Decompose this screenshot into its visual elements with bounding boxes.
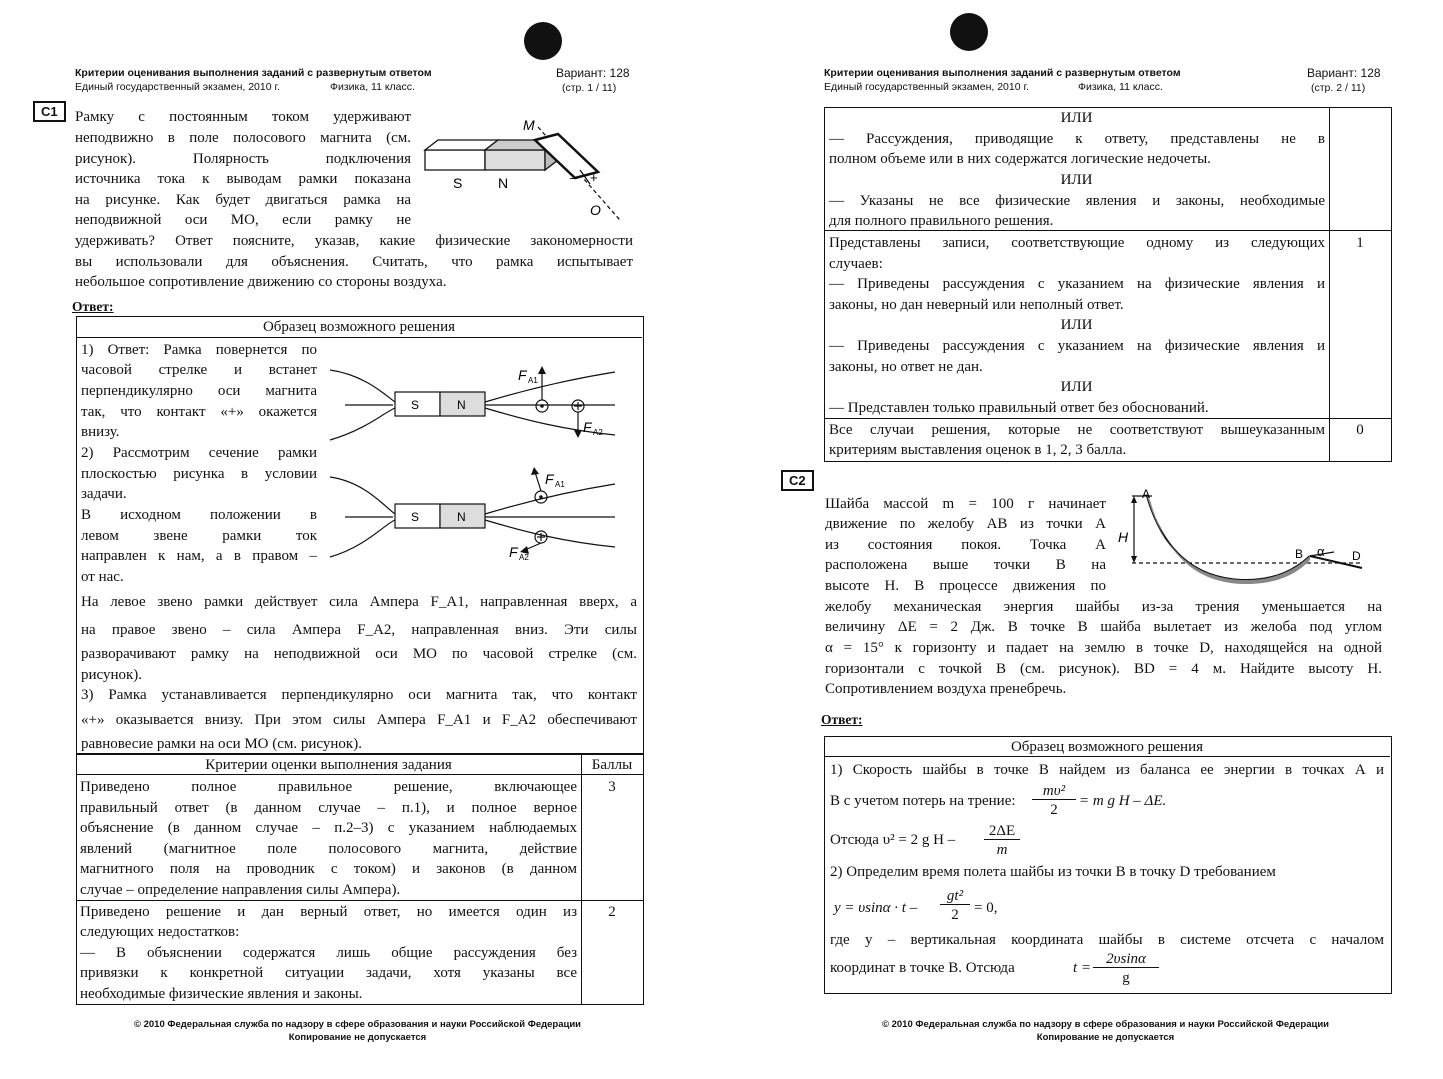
task-label: C2 <box>781 470 814 491</box>
score-header: Баллы <box>591 757 633 773</box>
solution-line: разворачивают рамку на неподвижной оси MO по часовой стрелке (см. <box>81 646 637 662</box>
eq1-rest: = m g H – ΔE. <box>1079 793 1167 809</box>
solution-line: левом звене рамки ток <box>81 528 317 544</box>
crit1-line: магнитного поля на проводник с током) и законов (в данном <box>80 861 577 877</box>
solution-line: задачи. <box>81 486 127 502</box>
diagram2-s: S <box>411 510 420 524</box>
crit1-line: объяснение (в данном случае – п.2–3) с указанием наблюдаемых <box>80 820 577 836</box>
label-a: A <box>1142 487 1151 501</box>
footer-notice: Копирование не допускается <box>1036 1032 1175 1043</box>
solution-line: равновесие рамки на оси MO (см. рисунок). <box>81 736 362 752</box>
diagram-fa2: F <box>583 419 592 435</box>
solution-line: плоскостью рисунка в условии <box>81 466 317 482</box>
solution-title: Образец возможного решения <box>262 319 456 335</box>
or-separator: ИЛИ <box>1060 110 1093 126</box>
label-o: O <box>590 202 601 218</box>
label-d: D <box>1352 549 1361 563</box>
header-exam: Единый государственный экзамен, 2010 г. <box>824 81 1029 93</box>
eq3-numerator: gt² <box>940 888 970 905</box>
crit2-line: привязки к конкретной ситуации задачи, хотя указаны все <box>80 965 577 981</box>
diagram2-fa1-sub: A1 <box>555 480 565 489</box>
solution-line: где y – вертикальная координата шайбы в системе отсчета с началом <box>830 932 1384 948</box>
solution-line: 2) Рассмотрим сечение рамки <box>81 445 317 461</box>
solution-line: перпендикулярно оси магнита <box>81 383 317 399</box>
eq4-denominator: g <box>1122 970 1130 986</box>
cont-line: Все случаи решения, которые не соответствуют вышеуказанным <box>829 422 1325 438</box>
diagram-fa2-sub: A2 <box>593 428 603 437</box>
diagram2-n: N <box>457 510 466 524</box>
task-line: величину ΔE = 2 Дж. В точке В шайба вылетает из желоба под углом <box>825 619 1382 635</box>
footer-copyright: © 2010 Федеральная служба по надзору в сфере образования и науки Российской Федерации <box>881 1019 1330 1030</box>
cont-line: — Представлен только правильный ответ без обоснований. <box>829 400 1209 416</box>
cont-line: законы, но ответ не дан. <box>829 359 983 375</box>
solution-title: Образец возможного решения <box>1010 739 1204 755</box>
solution-line: 3) Рамка устанавливается перпендикулярно оси магнита так, что контакт <box>81 687 637 703</box>
eq3-left: y = υsinα · t – <box>834 900 918 916</box>
eq3-denominator: 2 <box>951 907 959 923</box>
cont-line: — Приведены рассуждения с указанием на физические явления и <box>829 338 1325 354</box>
task-line: на рисунке. Как будет двигаться рамка на <box>75 192 411 208</box>
cont-line: для полного правильного решения. <box>829 213 1054 229</box>
task-line: небольшое сопротивление движению со стороны воздуха. <box>75 274 447 290</box>
or-separator: ИЛИ <box>1060 379 1093 395</box>
cont-line: — Рассуждения, приводящие к ответу, представлены не в <box>829 131 1325 147</box>
label-b: B <box>1295 547 1304 561</box>
solution-line: рисунок). <box>81 667 143 683</box>
solution-line: на правое звено – сила Ампера F_A2, направленная вниз. Эти силы <box>81 622 637 638</box>
header-title: Критерии оценивания выполнения заданий с развернутым ответом <box>75 67 432 79</box>
header-page: (стр. 2 / 11) <box>1311 82 1366 94</box>
eq1-numerator: mυ² <box>1032 783 1076 800</box>
eq1-denominator: 2 <box>1050 802 1058 818</box>
task-line: удерживать? Ответ поясните, указав, какие физические закономерности <box>75 233 633 249</box>
task-label: C1 <box>33 101 66 122</box>
crit1-line: Приведено полное правильное решение, включающее <box>80 779 577 795</box>
solution-line: На левое звено рамки действует сила Ампера F_A1, направленная вверх, а <box>81 594 637 610</box>
cont-line: случаев: <box>829 256 883 272</box>
solution-line: «+» оказывается внизу. При этом силы Ампера F_A1 и F_A2 обеспечивают <box>81 712 637 728</box>
label-s: S <box>453 175 463 191</box>
solution-line: направлен к нам, а в правом – <box>81 548 317 564</box>
eq2-numerator: 2ΔE <box>984 823 1020 840</box>
or-separator: ИЛИ <box>1060 172 1093 188</box>
diagram-fa1-sub: A1 <box>528 376 538 385</box>
label-minus: – <box>570 170 578 185</box>
label-h: H <box>1118 529 1129 545</box>
label-alpha: α <box>1317 544 1325 559</box>
crit2-line: Приведено решение и дан верный ответ, но имеется один из <box>80 904 577 920</box>
chute-figure <box>1112 488 1372 588</box>
header-subject: Физика, 11 класс. <box>1078 81 1163 93</box>
task-line: из состояния покоя. Точка А <box>825 537 1106 553</box>
task-line: неподвижно в поле полосового магнита (см. <box>75 130 411 146</box>
solution-line: В с учетом потерь на трение: <box>830 793 1016 809</box>
solution-line: В исходном положении в <box>81 507 317 523</box>
label-n: N <box>498 175 509 191</box>
task-line: Сопротивлением воздуха пренебречь. <box>825 681 1067 697</box>
header-page: (стр. 1 / 11) <box>562 82 617 94</box>
or-separator: ИЛИ <box>1060 317 1093 333</box>
solution-line: 1) Ответ: Рамка повернется по <box>81 342 317 358</box>
diagram-s: S <box>411 398 420 412</box>
task-line: неподвижной оси MO, если рамку не <box>75 212 411 228</box>
cont-line: критериям выставления оценок в 1, 2, 3 балла. <box>829 442 1127 458</box>
task-line: высоте H. В процессе движения по <box>825 578 1106 594</box>
task-line: рисунок). Полярность подключения <box>75 151 411 167</box>
header-variant: Вариант: 128 <box>556 66 630 80</box>
task-line: Шайба массой m = 100 г начинает <box>825 496 1106 512</box>
cont-line: законы, но дан неверный или неполный ответ. <box>829 297 1124 313</box>
solution-line: 1) Скорость шайбы в точке В найдем из баланса ее энергии в точках А и <box>830 762 1384 778</box>
crit2-line: следующих недостатков: <box>80 924 240 940</box>
score-1: 1 <box>1356 235 1364 251</box>
task-line: движение по желобу АВ из точки А <box>825 516 1106 532</box>
task-line: α = 15° к горизонту и падает на землю в точке D, находящейся на одной <box>825 640 1382 656</box>
header-subject: Физика, 11 класс. <box>330 81 415 93</box>
task-line: источника тока к выводам рамки показана <box>75 171 411 187</box>
cont-line: — Приведены рассуждения с указанием на физические явления и <box>829 276 1325 292</box>
cont-line: полном объеме или в них содержатся логические недочеты. <box>829 151 1211 167</box>
crit1-score: 3 <box>608 779 616 795</box>
criteria-header: Критерии оценки выполнения задания <box>205 757 452 773</box>
cont-line: — Указаны не все физические явления и законы, необходимые <box>829 193 1325 209</box>
task-line: Рамку с постоянным током удерживают <box>75 109 411 125</box>
cont-line: Представлены записи, соответствующие одному из следующих <box>829 235 1325 251</box>
diagram-n: N <box>457 398 466 412</box>
solution-line: от нас. <box>81 569 124 585</box>
crit2-score: 2 <box>608 904 616 920</box>
footer-copyright: © 2010 Федеральная служба по надзору в сфере образования и науки Российской Федерации <box>133 1019 582 1030</box>
task-line: желобу механическая энергия шайбы из-за трения уменьшается на <box>825 599 1382 615</box>
crit1-line: правильный ответ (в данном случае – п.1), и полное верное <box>80 800 577 816</box>
solution-line: координат в точке В. Отсюда <box>830 960 1015 976</box>
footer-notice: Копирование не допускается <box>288 1032 427 1043</box>
diagram2-fa1: F <box>545 471 554 487</box>
crit2-line: — В объяснении содержатся лишь общие рассуждения без <box>80 945 577 961</box>
task-line: вы использовали для объяснения. Считать, что рамка испытывает <box>75 254 633 270</box>
crit1-line: случае – определение направления силы Ампера). <box>80 882 401 898</box>
cont-divider-v <box>1329 107 1330 462</box>
eq2-denominator: m <box>996 842 1008 858</box>
diagram2-fa2-sub: A2 <box>519 553 529 562</box>
eq3-rest: = 0, <box>974 900 998 916</box>
header-exam: Единый государственный экзамен, 2010 г. <box>75 81 280 93</box>
eq4-left: t = <box>1073 960 1092 976</box>
label-m: M <box>523 117 535 133</box>
solution-line: часовой стрелке и встанет <box>81 362 317 378</box>
header-variant: Вариант: 128 <box>1307 66 1381 80</box>
diagram2-fa2: F <box>509 544 518 560</box>
diagram-fa1: F <box>518 367 527 383</box>
eq4-numerator: 2υsinα <box>1093 951 1159 968</box>
solution-line: так, что контакт «+» окажется <box>81 404 317 420</box>
task-line: горизонтали с точкой В (см. рисунок). BD = 4 м. Найдите высоту H. <box>825 661 1382 677</box>
header-title: Критерии оценивания выполнения заданий с развернутым ответом <box>824 67 1181 79</box>
answer-label: Ответ: <box>72 299 114 314</box>
solution-line: внизу. <box>81 424 120 440</box>
solution-line: 2) Определим время полета шайбы из точки В в точку D требованием <box>830 864 1276 880</box>
task-line: расположена выше точки В на <box>825 557 1106 573</box>
crit2-line: необходимые физические явления и законы. <box>80 986 363 1002</box>
crit1-line: явлений (магнитное поле полосового магнита, действие <box>80 841 577 857</box>
answer-label: Ответ: <box>821 712 863 727</box>
solution-line: Отсюда υ² = 2 g H – <box>830 832 956 848</box>
label-plus: + <box>590 170 598 185</box>
score-0: 0 <box>1356 422 1364 438</box>
